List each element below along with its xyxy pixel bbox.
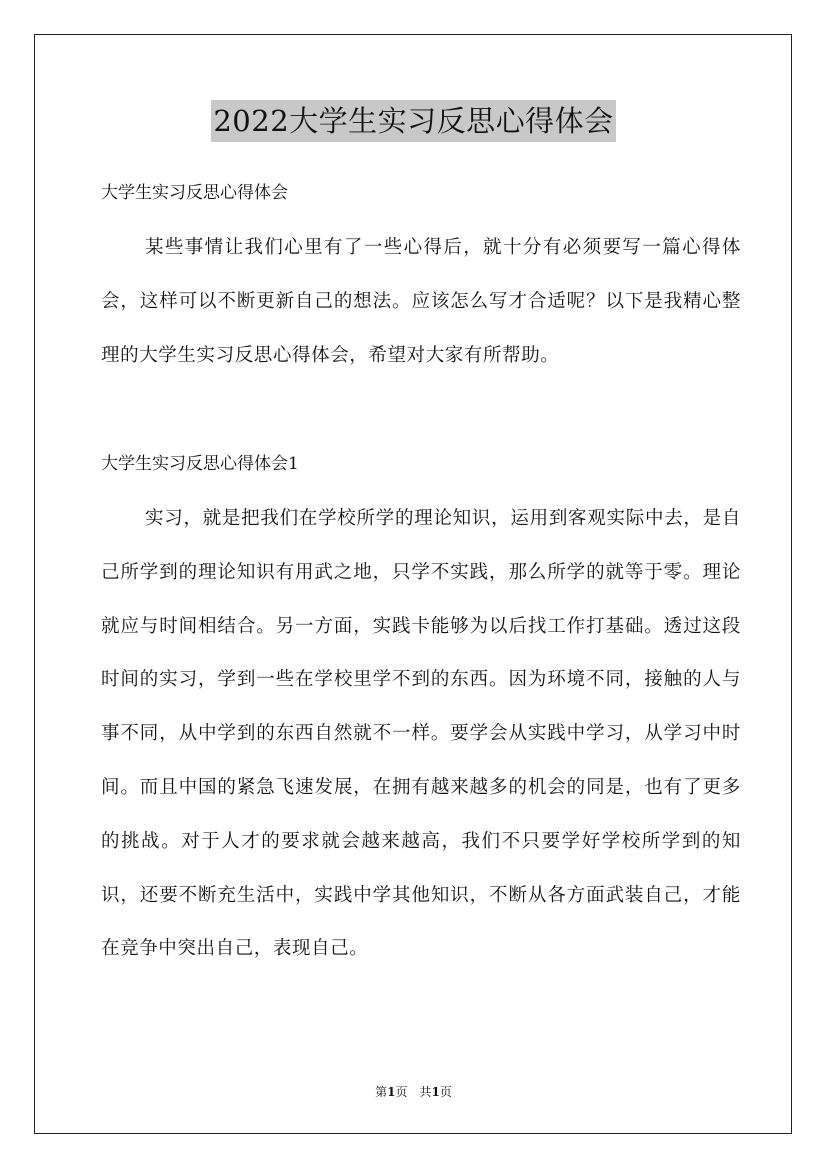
intro-heading: 大学生实习反思心得体会: [101, 183, 288, 203]
footer-total-pages: 1: [431, 1085, 440, 1099]
footer-suffix: 页: [439, 1085, 452, 1099]
footer-current-page: 1: [387, 1085, 396, 1099]
document-title: 2022大学生实习反思心得体会: [211, 100, 615, 142]
section-paragraph: 实习，就是把我们在学校所学的理论知识，运用到客观实际中去，是自己所学到的理论知识有用武之地，只学不实践，那么所学的就等于零。理论就应与时间相结合。另一方面，实践卡能够为以后找工作打基础。透过这段时间的实习，学到一些在学校里学不到的东西。因为环境不同，接触的人与事不同，从中学到的东西自然就不一样。要学会从实践中学习，从学习中时间。而且中国的紧急飞速发展，在拥有越来越多的机会的同是，也有了更多的挑战。对于人才的要求就会越来越高，我们不只要学好学校所学到的知识，还要不断充生活中，实践中学其他知识，不断从各方面武装自己，才能在竞争中突出自己，表现自己。: [101, 508, 741, 960]
footer-prefix: 第: [375, 1085, 388, 1099]
footer-middle: 页 共: [395, 1085, 432, 1099]
page-footer: [0, 1084, 827, 1100]
title-container: [0, 100, 827, 142]
section-heading: 大学生实习反思心得体会1: [101, 454, 299, 474]
intro-paragraph: 某些事情让我们心里有了一些心得后，就十分有必须要写一篇心得体会，这样可以不断更新自己的想法。应该怎么写才合适呢？以下是我精心整理的大学生实习反思心得体会，希望对大家有所帮助。: [101, 237, 741, 366]
